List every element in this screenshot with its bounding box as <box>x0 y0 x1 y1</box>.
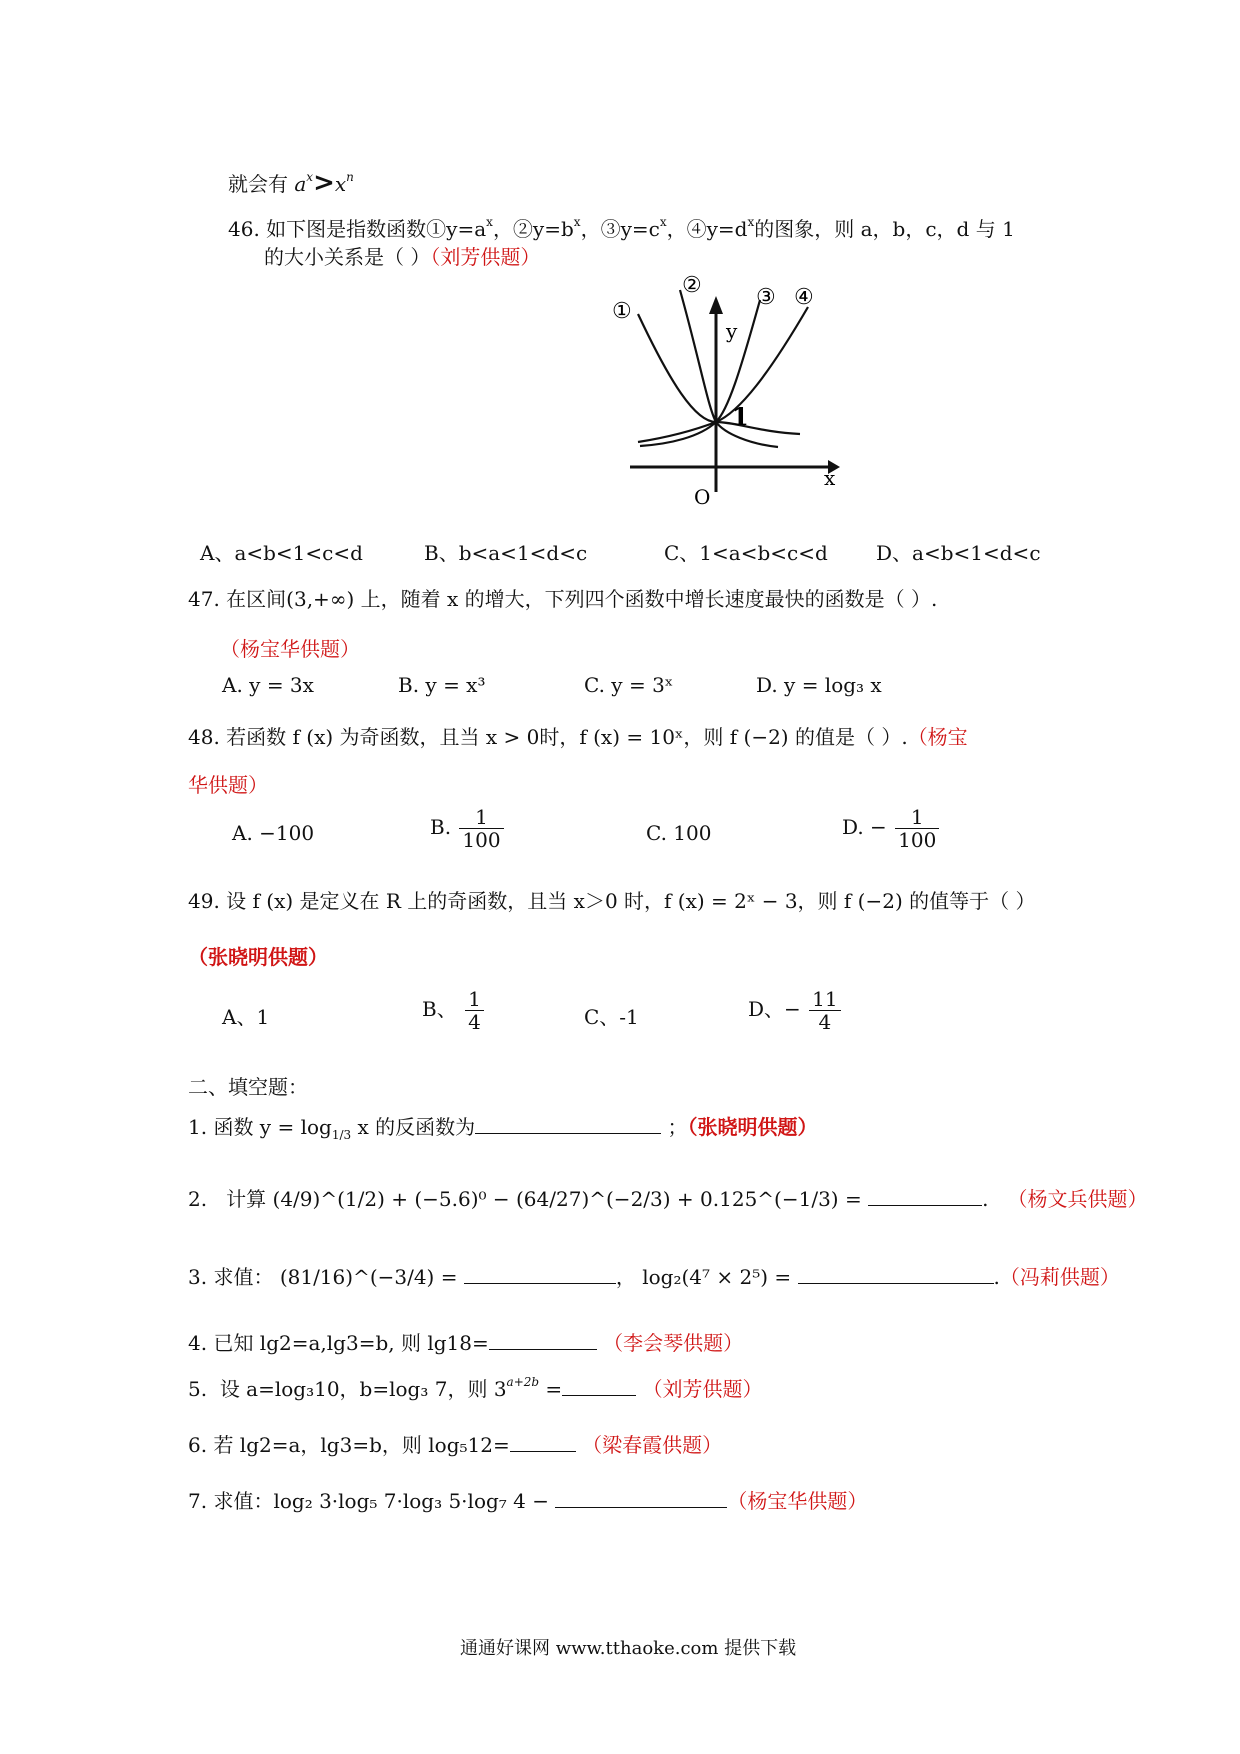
fill-1-tail: ； <box>667 1115 688 1139</box>
q49-option-b-fraction <box>465 988 484 1033</box>
fill-4-blank[interactable] <box>489 1331 597 1350</box>
q49-option-a: A、1 <box>222 1005 270 1029</box>
graph-label-3: ③ <box>756 285 776 310</box>
fill-6-num: 6. <box>188 1433 208 1457</box>
fill-3-num: 3. <box>188 1265 208 1289</box>
q48-b-den: 100 <box>462 828 501 852</box>
fill-2-blank[interactable] <box>868 1187 982 1206</box>
fill-5 <box>188 1376 763 1402</box>
fill-4-credit: （李会琴供题） <box>603 1331 744 1355</box>
y-axis-arrow <box>709 296 723 314</box>
section2-title: 二、填空题： <box>188 1075 308 1099</box>
q49-line <box>188 888 1035 914</box>
q49-credit: （张晓明供题） <box>188 945 328 969</box>
q46-option-d: D、a<b<1<d<c <box>876 541 1041 565</box>
q47-line <box>188 586 937 612</box>
fill-1-blank[interactable] <box>475 1115 661 1134</box>
fill-5-eq: = <box>539 1377 563 1401</box>
q46-text-before: 如下图是指数函数①y=a <box>266 217 487 241</box>
q46-line2 <box>264 244 540 270</box>
q48-text: 若函数 f (x) 为奇函数，且当 x > 0时，f (x) = 10ˣ，则 f (−2) 的值是（ ）. <box>226 725 908 749</box>
q48-option-a: A. −100 <box>232 821 315 845</box>
q48-option-b <box>430 806 506 851</box>
q49-option-d-label: D、− <box>748 997 801 1021</box>
q47-option-b: B. y = x³ <box>398 673 486 697</box>
q46-option-a: A、a<b<1<c<d <box>200 541 363 565</box>
fill-4-text: 已知 lg2=a,lg3=b, 则 lg18= <box>213 1331 489 1355</box>
top-line: 就会有 $a^x>x^n$ <box>228 168 354 198</box>
q48-credit-a: （杨宝 <box>907 725 968 749</box>
fill-7-credit: （杨宝华供题） <box>727 1489 868 1513</box>
fill-2-expr: (4/9)^(1/2) + (−5.6)⁰ − (64/27)^(−2/3) + 0.125^(−1/3) = <box>272 1187 862 1211</box>
fill-3-blank-1[interactable] <box>464 1265 616 1284</box>
q46-seg4: ，④y=d <box>666 217 748 241</box>
q47-option-a: A. y = 3x <box>222 673 314 697</box>
q49-option-d-fraction <box>809 988 840 1033</box>
fill-6-text: 若 lg2=a，lg3=b，则 log₅12= <box>213 1433 510 1457</box>
fill-3: 3. 求值： (81/16)^(−3/4) = ， log₂(4⁷ × 2⁵) = .（冯莉供题） <box>188 1265 1120 1289</box>
q46-line2-text: 的大小关系是（ ） <box>264 245 431 269</box>
top-line-text: 就会有 <box>228 172 295 196</box>
q49-d-den: 4 <box>818 1010 832 1034</box>
q48-credit-b: 华供题） <box>188 773 268 797</box>
q49-option-b <box>422 988 486 1033</box>
fill-6 <box>188 1432 722 1458</box>
q47-text: 在区间(3,+∞) 上，随着 x 的增大，下列四个函数中增长速度最快的函数是（ ）. <box>226 587 938 611</box>
q46-number: 46. <box>228 217 260 241</box>
q46-option-b: B、b<a<1<d<c <box>424 541 588 565</box>
graph-label-4: ④ <box>794 285 814 310</box>
fill-6-credit: （梁春霞供题） <box>582 1433 723 1457</box>
fill-5-text: 设 a=log₃10，b=log₃ 7，则 3 <box>219 1377 507 1401</box>
fill-7 <box>188 1488 867 1514</box>
fill-5-blank[interactable] <box>562 1377 636 1396</box>
fill-2-tail: . <box>982 1187 989 1211</box>
q49-option-c: C、-1 <box>584 1005 639 1029</box>
q46-seg2: ，②y=b <box>492 217 574 241</box>
fill-1-text: 函数 y = log <box>213 1115 332 1139</box>
q49-d-num: 11 <box>809 988 840 1011</box>
fill-3-expr1: (81/16)^(−3/4) = <box>279 1265 458 1289</box>
graph-one-label: 1 <box>732 402 749 431</box>
fill-2-text: 计算 <box>226 1187 267 1211</box>
q48-line <box>188 724 968 750</box>
q49-option-d <box>748 988 843 1033</box>
q47-credit: （杨宝华供题） <box>220 637 360 661</box>
q46-line1: 46. 如下图是指数函数$①y=a^x$，$②y=b^x$，$③y=c^x$，$④y=d^x$的图象，则 a，b，c，d 与 1 <box>228 215 1015 241</box>
graph-label-1: ① <box>612 299 632 324</box>
fill-4 <box>188 1330 743 1356</box>
q46-option-c: C、1<a<b<c<d <box>664 541 828 565</box>
fill-1-rest: x 的反函数为 <box>351 1115 476 1139</box>
q47-number: 47. <box>188 587 220 611</box>
fill-2-credit: （杨文兵供题） <box>1007 1187 1148 1211</box>
fill-3-expr2: log₂(4⁷ × 2⁵) = <box>642 1265 792 1289</box>
curve-1 <box>638 314 800 434</box>
fill-6-blank[interactable] <box>510 1433 576 1452</box>
graph-origin-label: O <box>694 485 711 509</box>
fill-1-credit: （张晓明供题） <box>687 1115 818 1139</box>
q48-option-d <box>842 806 941 851</box>
graph-axis-x-label: x <box>824 466 836 490</box>
fill-3-tail: . <box>993 1265 1000 1289</box>
fill-7-num: 7. <box>188 1489 208 1513</box>
q48-option-d-label: D. − <box>842 815 887 839</box>
fill-7-blank[interactable] <box>555 1489 727 1508</box>
fill-1 <box>188 1114 818 1140</box>
fill-7-text: 求值：log₂ 3·log₅ 7·log₃ 5·log₇ 4 − <box>213 1489 549 1513</box>
q49-text: 设 f (x) 是定义在 R 上的奇函数，且当 x＞0 时，f (x) = 2ˣ − 3，则 f (−2) 的值等于（ ） <box>226 889 1036 913</box>
q49-b-num: 1 <box>465 988 484 1011</box>
q48-option-b-label: B. <box>430 815 452 839</box>
q48-b-num: 1 <box>459 806 503 829</box>
q46-exponential-graph <box>600 272 840 512</box>
q48-d-num: 1 <box>895 806 939 829</box>
footer: 通通好课网 www.tthaoke.com 提供下载 <box>460 1638 797 1659</box>
q47-option-c: C. y = 3ˣ <box>584 673 674 697</box>
fill-5-num: 5. <box>188 1377 208 1401</box>
q46-text-after: 的图象，则 a，b，c，d 与 1 <box>754 217 1015 241</box>
graph-axis-y-label: y <box>726 319 738 343</box>
fill-3-credit: （冯莉供题） <box>999 1265 1120 1289</box>
q46-credit: （刘芳供题） <box>430 245 541 269</box>
fill-3-blank-2[interactable] <box>798 1265 994 1284</box>
graph-label-2: ② <box>682 273 702 298</box>
fill-4-num: 4. <box>188 1331 208 1355</box>
q48-d-den: 100 <box>898 828 937 852</box>
q48-option-d-fraction <box>895 806 939 851</box>
fill-1-sub: 1/3 <box>331 1128 352 1142</box>
q49-option-b-label: B、 <box>422 997 457 1021</box>
q46-seg3: ，③y=c <box>580 217 660 241</box>
fill-1-num: 1. <box>188 1115 208 1139</box>
fill-5-sup: a+2b <box>506 1375 540 1389</box>
q48-option-b-fraction <box>459 806 503 851</box>
fill-2 <box>188 1186 1148 1212</box>
fill-3-text: 求值： <box>213 1265 274 1289</box>
q48-number: 48. <box>188 725 220 749</box>
fill-5-credit: （刘芳供题） <box>642 1377 763 1401</box>
q48-option-c: C. 100 <box>646 821 712 845</box>
q49-b-den: 4 <box>468 1010 481 1034</box>
q47-option-d: D. y = log₃ x <box>756 673 882 697</box>
q49-number: 49. <box>188 889 220 913</box>
fill-2-num: 2. <box>188 1187 208 1211</box>
